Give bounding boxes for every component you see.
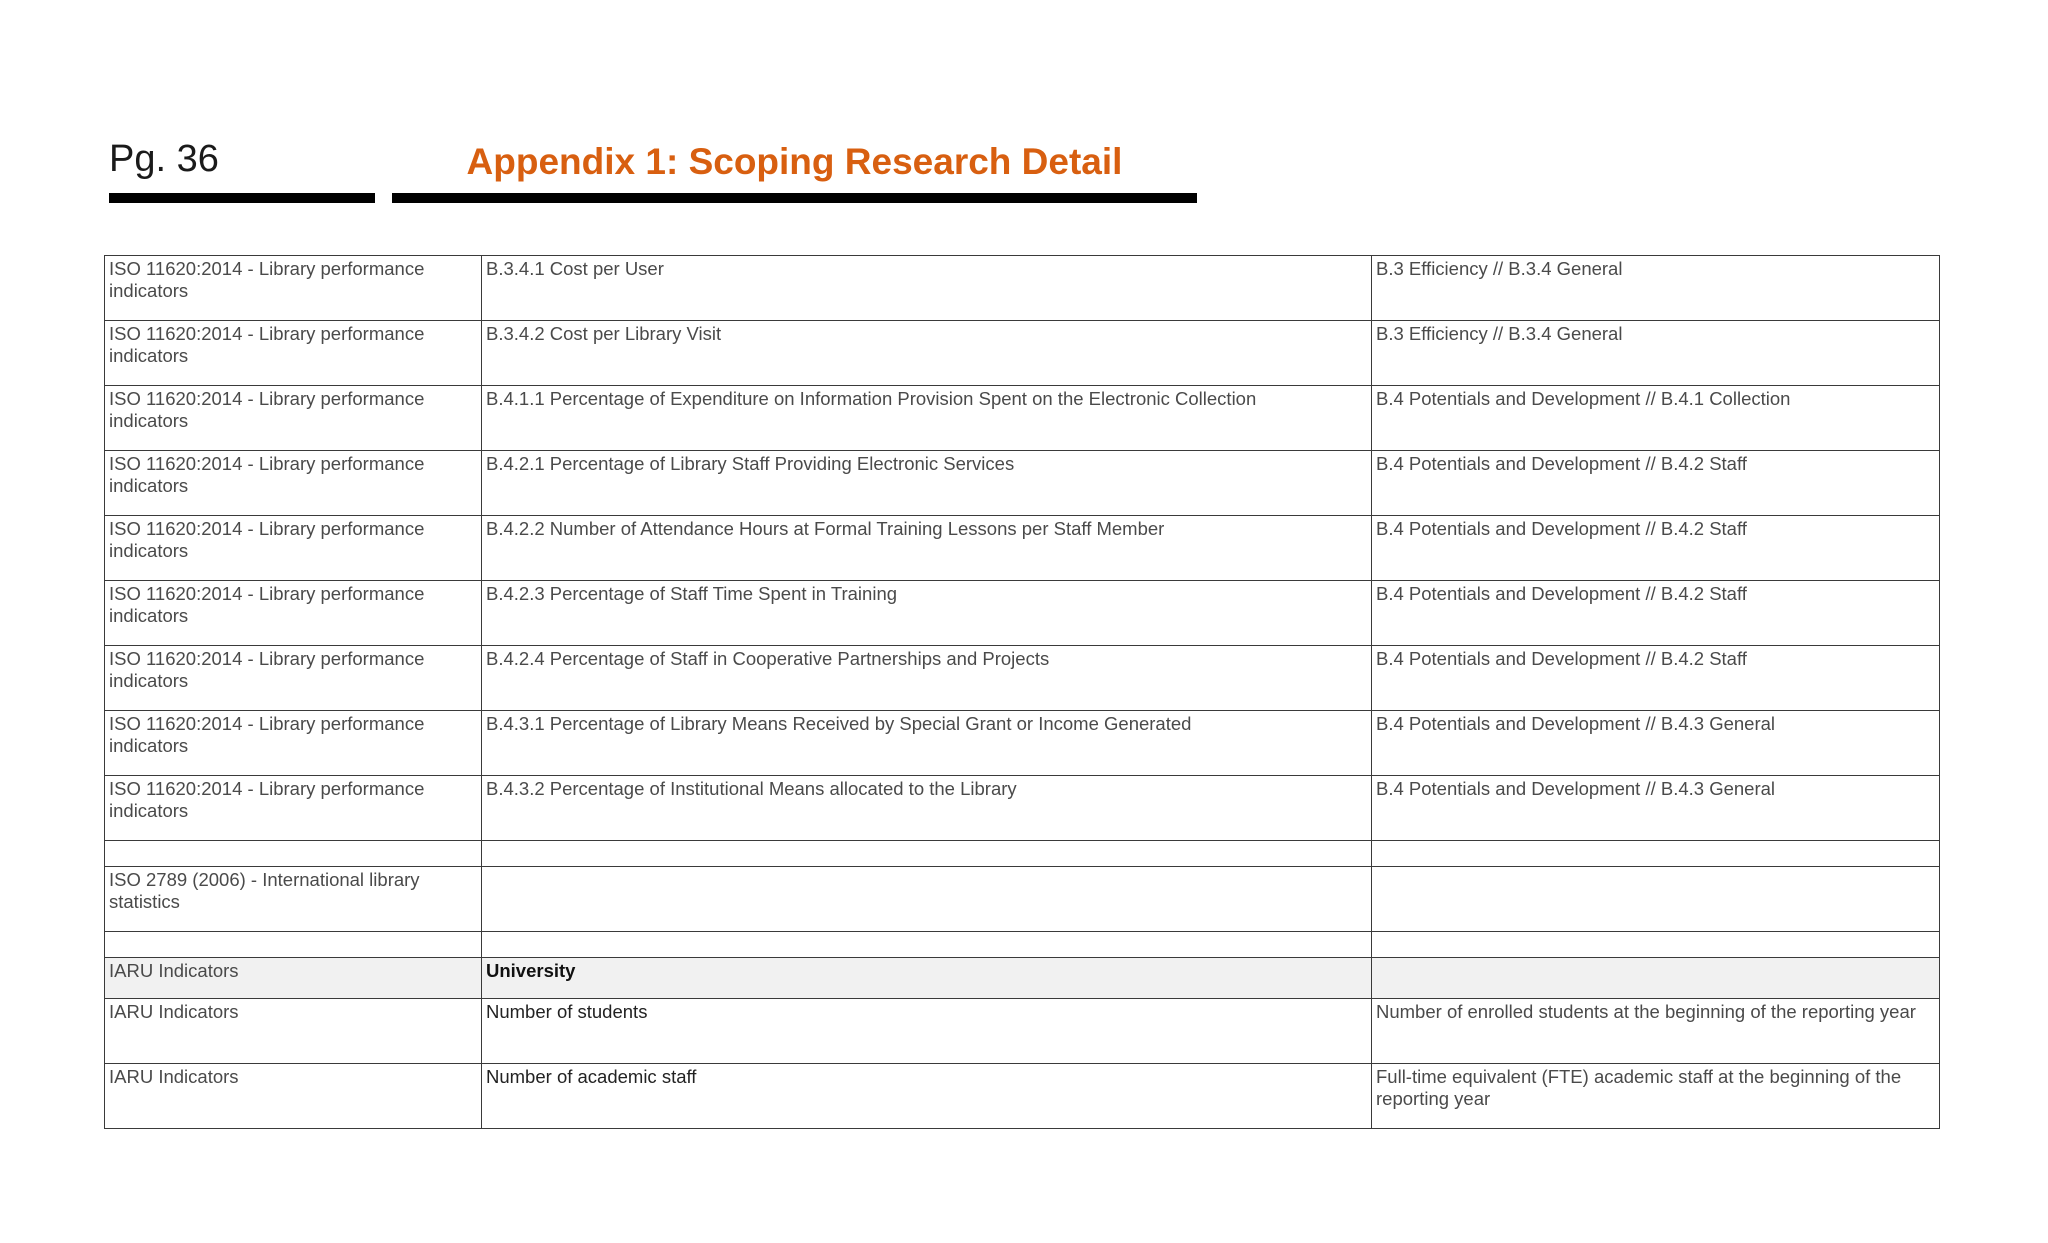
table-row: [105, 1064, 1940, 1129]
table-row: [105, 581, 1940, 646]
source-cell: ISO 11620:2014 - Library performance indicators: [105, 386, 482, 451]
header-rule-right: [392, 193, 1197, 203]
empty-cell: [482, 841, 1372, 867]
category-cell: B.4 Potentials and Development // B.4.2 Staff: [1372, 451, 1940, 516]
table-row: [105, 646, 1940, 711]
source-cell: ISO 11620:2014 - Library performance indicators: [105, 516, 482, 581]
empty-cell: [1372, 841, 1940, 867]
indicator-cell: Number of students: [482, 999, 1372, 1064]
category-cell: B.4 Potentials and Development // B.4.2 Staff: [1372, 646, 1940, 711]
category-cell: B.4 Potentials and Development // B.4.2 Staff: [1372, 516, 1940, 581]
indicator-cell: B.4.3.1 Percentage of Library Means Received by Special Grant or Income Generated: [482, 711, 1372, 776]
page-number: Pg. 36: [109, 138, 219, 180]
indicator-cell: B.4.3.2 Percentage of Institutional Means allocated to the Library: [482, 776, 1372, 841]
source-cell: ISO 11620:2014 - Library performance indicators: [105, 581, 482, 646]
source-cell: ISO 11620:2014 - Library performance indicators: [105, 646, 482, 711]
page-title: Appendix 1: Scoping Research Detail: [466, 141, 1123, 182]
empty-row: [105, 932, 1940, 958]
category-cell: [1372, 958, 1940, 999]
category-cell: Number of enrolled students at the beginning of the reporting year: [1372, 999, 1940, 1064]
empty-cell: [105, 932, 482, 958]
indicator-cell: B.3.4.1 Cost per User: [482, 256, 1372, 321]
source-cell: IARU Indicators: [105, 999, 482, 1064]
indicator-cell: Number of academic staff: [482, 1064, 1372, 1129]
empty-cell: [482, 932, 1372, 958]
empty-row: [105, 841, 1940, 867]
category-cell: B.3 Efficiency // B.3.4 General: [1372, 321, 1940, 386]
table-row: [105, 711, 1940, 776]
table-row: [105, 999, 1940, 1064]
table-row: [105, 867, 1940, 932]
category-cell: B.4 Potentials and Development // B.4.1 Collection: [1372, 386, 1940, 451]
empty-cell: [105, 841, 482, 867]
indicator-cell: B.4.2.1 Percentage of Library Staff Providing Electronic Services: [482, 451, 1372, 516]
header-rule-left: [109, 193, 375, 203]
indicator-cell: B.4.1.1 Percentage of Expenditure on Information Provision Spent on the Electronic Collection: [482, 386, 1372, 451]
source-cell: IARU Indicators: [105, 958, 482, 999]
indicator-cell: [482, 867, 1372, 932]
source-cell: ISO 11620:2014 - Library performance indicators: [105, 256, 482, 321]
source-cell: ISO 11620:2014 - Library performance indicators: [105, 711, 482, 776]
indicator-cell: B.4.2.4 Percentage of Staff in Cooperative Partnerships and Projects: [482, 646, 1372, 711]
indicator-cell: B.3.4.2 Cost per Library Visit: [482, 321, 1372, 386]
source-cell: ISO 11620:2014 - Library performance indicators: [105, 451, 482, 516]
category-cell: B.4 Potentials and Development // B.4.3 General: [1372, 776, 1940, 841]
table-row: [105, 256, 1940, 321]
category-cell: [1372, 867, 1940, 932]
table-row: [105, 776, 1940, 841]
section-label: University: [482, 958, 1372, 999]
source-cell: IARU Indicators: [105, 1064, 482, 1129]
table-row: [105, 321, 1940, 386]
source-cell: ISO 2789 (2006) - International library statistics: [105, 867, 482, 932]
source-cell: ISO 11620:2014 - Library performance indicators: [105, 321, 482, 386]
table-row: [105, 386, 1940, 451]
indicator-cell: B.4.2.2 Number of Attendance Hours at Formal Training Lessons per Staff Member: [482, 516, 1372, 581]
category-cell: B.4 Potentials and Development // B.4.3 General: [1372, 711, 1940, 776]
category-cell: B.4 Potentials and Development // B.4.2 Staff: [1372, 581, 1940, 646]
table-row: [105, 516, 1940, 581]
indicator-cell: B.4.2.3 Percentage of Staff Time Spent in Training: [482, 581, 1372, 646]
category-cell: Full-time equivalent (FTE) academic staff at the beginning of the reporting year: [1372, 1064, 1940, 1129]
section-header-row: [105, 958, 1940, 999]
category-cell: B.3 Efficiency // B.3.4 General: [1372, 256, 1940, 321]
table-row: [105, 451, 1940, 516]
empty-cell: [1372, 932, 1940, 958]
scoping-research-table: [104, 255, 1940, 1129]
source-cell: ISO 11620:2014 - Library performance indicators: [105, 776, 482, 841]
